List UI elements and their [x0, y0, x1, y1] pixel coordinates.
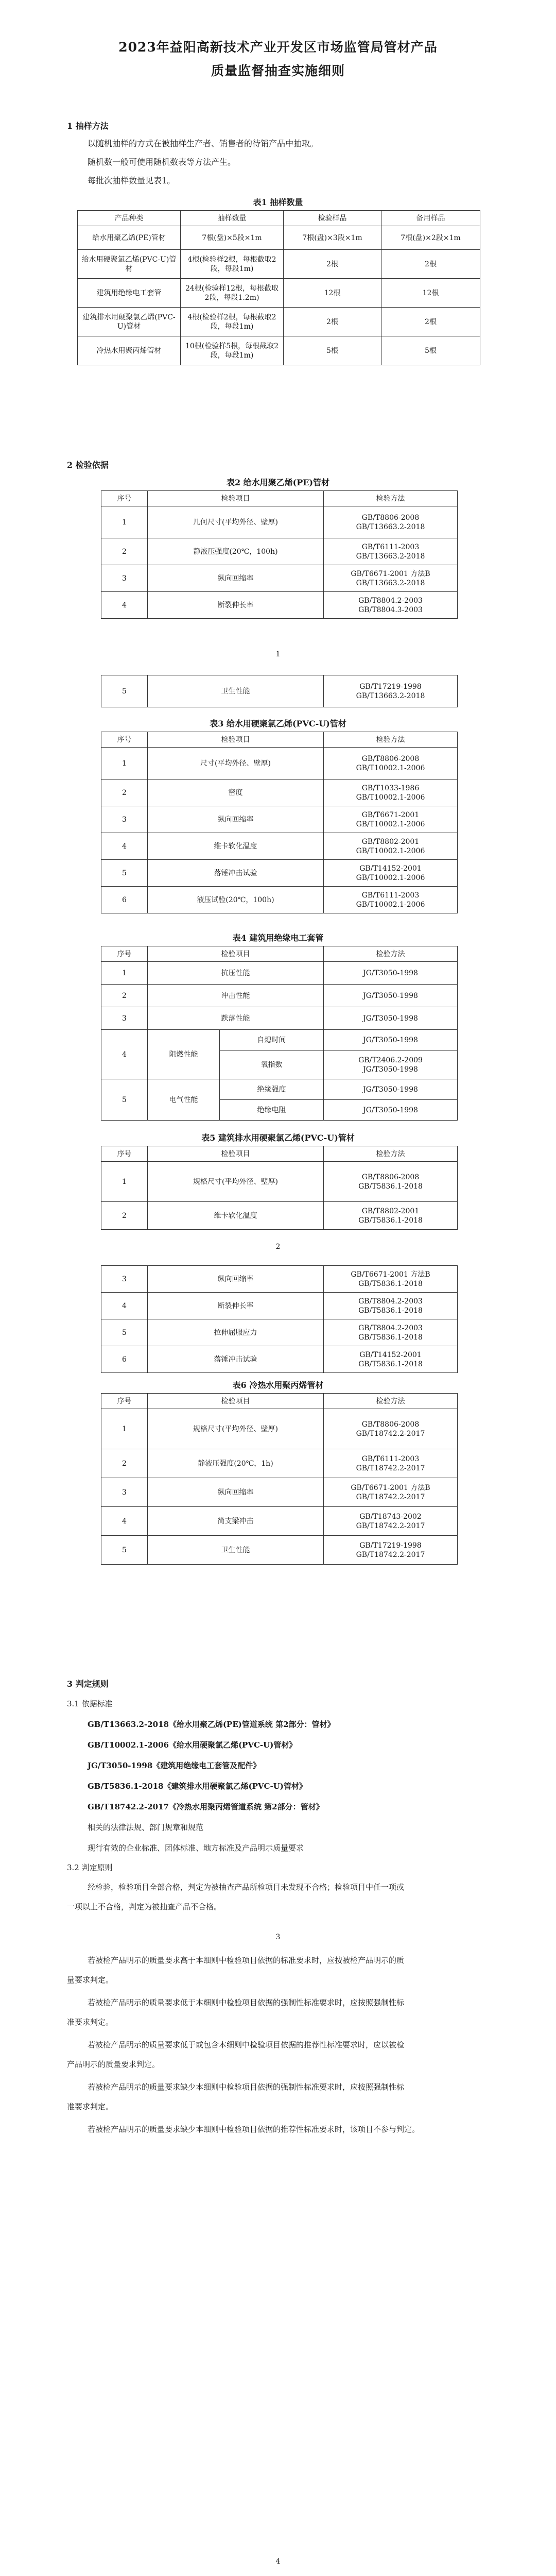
table-cell: 3 [101, 1266, 148, 1293]
table-cell: GB/T8806-2008 GB/T13663.2-2018 [324, 506, 458, 538]
table-cell: 1 [101, 962, 148, 985]
table-1-sampling [77, 210, 480, 365]
table-header-cell: 序号 [101, 946, 148, 962]
table-header-cell: 检验项目 [148, 491, 324, 506]
table-header-cell: 序号 [101, 1394, 148, 1409]
table-cell: 落锤冲击试验 [148, 860, 324, 887]
table-cell: GB/T2406.2-2009 JG/T3050-1998 [324, 1050, 458, 1079]
table-6-pp-pipe [101, 1393, 458, 1565]
rule-1-line-2: 量要求判定。 [67, 1975, 114, 1985]
table-cell: GB/T8806-2008 GB/T18742.2-2017 [324, 1409, 458, 1449]
table-header-cell: 抽样数量 [181, 211, 284, 226]
table-cell: JG/T3050-1998 [324, 1007, 458, 1030]
table-header-cell: 检验方法 [324, 491, 458, 506]
table-header-cell: 检验项目 [148, 1394, 324, 1409]
page-number-1: 1 [275, 650, 281, 658]
table-cell: GB/T6111-2003 GB/T13663.2-2018 [324, 538, 458, 565]
rule-5: 若被检产品明示的质量要求缺少本细则中检验项目依据的推荐性标准要求时，该项目不参与判定。 [88, 2125, 420, 2134]
table-cell: JG/T3050-1998 [324, 1100, 458, 1121]
standard-reference: GB/T5836.1-2018《建筑排水用硬聚氯乙烯(PVC-U)管材》 [88, 1782, 307, 1791]
table-cell: 12根 [284, 279, 381, 308]
table-cell: GB/T17219-1998 GB/T18742.2-2017 [324, 1536, 458, 1565]
table-header-cell: 检验项目 [148, 946, 324, 962]
table-cell: 维卡软化温度 [148, 833, 324, 860]
table-cell: 5 [101, 860, 148, 887]
table-cell: 4根(检验样2根，每根截取2段，每段1m) [181, 250, 284, 279]
table-cell: 氧指数 [220, 1050, 324, 1079]
table-5-drain-pipe [101, 1146, 458, 1230]
table-cell: GB/T8802-2001 GB/T5836.1-2018 [324, 1202, 458, 1230]
rule-1-line-1: 若被检产品明示的质量要求高于本细则中检验项目依据的标准要求时，应按被检产品明示的质 [88, 1956, 405, 1965]
table-cell: 2 [101, 779, 148, 806]
standard-reference: GB/T18742.2-2017《冷热水用聚丙烯管道系统 第2部分：管材》 [88, 1802, 324, 1811]
table-cell: GB/T8804.2-2003 GB/T5836.1-2018 [324, 1293, 458, 1319]
standard-reference: GB/T10002.1-2006《给水用硬聚氯乙烯(PVC-U)管材》 [88, 1740, 297, 1750]
table-header-cell: 检验方法 [324, 946, 458, 962]
table-cell: 3 [101, 565, 148, 592]
table-cell: 电气性能 [148, 1079, 220, 1121]
table-cell: 6 [101, 1346, 148, 1373]
table-cell: 5 [101, 675, 148, 707]
table-cell: JG/T3050-1998 [324, 985, 458, 1007]
table-cell: 落锤冲击试验 [148, 1346, 324, 1373]
table-cell: GB/T8802-2001 GB/T10002.1-2006 [324, 833, 458, 860]
table-cell: 24根(检验样12根，每根截取2段，每段1.2m) [181, 279, 284, 308]
section-2-heading: 2 检验依据 [67, 460, 109, 470]
sec3-paragraph-2: 现行有效的企业标准、团体标准、地方标准及产品明示质量要求 [88, 1843, 304, 1853]
rule-4-line-2: 准要求判定。 [67, 2102, 114, 2111]
table-cell: 1 [101, 506, 148, 538]
standard-reference: GB/T13663.2-2018《给水用聚乙烯(PE)管道系统 第2部分：管材》 [88, 1720, 335, 1729]
table-cell: 密度 [148, 779, 324, 806]
table-cell: 冲击性能 [148, 985, 324, 1007]
table-cell: 1 [101, 1409, 148, 1449]
sec3-paragraph-3-line-1: 经检验，检验项目全部合格，判定为被抽查产品所检项目未发现不合格；检验项目中任一项或 [88, 1883, 405, 1892]
table-cell: 规格尺寸(平均外径、壁厚) [148, 1409, 324, 1449]
table-cell: GB/T6671-2001 方法B GB/T18742.2-2017 [324, 1478, 458, 1507]
table-cell: 10根(检验样5根，每根截取2段，每段1m) [181, 336, 284, 365]
table-cell: GB/T8804.2-2003 GB/T5836.1-2018 [324, 1319, 458, 1346]
table-cell: JG/T3050-1998 [324, 962, 458, 985]
table-cell: 卫生性能 [148, 1536, 324, 1565]
table-cell: 静液压强度(20℃，100h) [148, 538, 324, 565]
table-cell: 冷热水用聚丙烯管材 [78, 336, 181, 365]
table-cell: 7根(盘)×2段×1m [381, 226, 480, 250]
table-cell: 绝缘电阻 [220, 1100, 324, 1121]
table-cell: 1 [101, 1162, 148, 1202]
table-cell: 阻燃性能 [148, 1030, 220, 1079]
table-cell: 纵向回缩率 [148, 565, 324, 592]
rule-2-line-2: 准要求判定。 [67, 2018, 114, 2027]
table-cell: GB/T6111-2003 GB/T10002.1-2006 [324, 887, 458, 913]
table-cell: 断裂伸长率 [148, 592, 324, 619]
table-cell: GB/T18743-2002 GB/T18742.2-2017 [324, 1507, 458, 1536]
table-cell: 1 [101, 748, 148, 779]
table-cell: 抗压性能 [148, 962, 324, 985]
rule-3-line-1: 若被检产品明示的质量要求低于或包含本细则中检验项目依据的推荐性标准要求时，应以被检 [88, 2040, 405, 2049]
table-cell: GB/T6671-2001 方法B GB/T13663.2-2018 [324, 565, 458, 592]
table-cell: 7根(盘)×3段×1m [284, 226, 381, 250]
table-cell: 4 [101, 1293, 148, 1319]
table-cell: GB/T1033-1986 GB/T10002.1-2006 [324, 779, 458, 806]
sec1-paragraph-1: 以随机抽样的方式在被抽样生产者、销售者的待销产品中抽取。 [88, 139, 319, 148]
table-cell: 几何尺寸(平均外径、壁厚) [148, 506, 324, 538]
table-cell: 卫生性能 [148, 675, 324, 707]
table-cell: JG/T3050-1998 [324, 1079, 458, 1100]
table-cell: GB/T8806-2008 GB/T10002.1-2006 [324, 748, 458, 779]
table-cell: 静液压强度(20℃，1h) [148, 1449, 324, 1478]
sec3-paragraph-3-line-2: 一项以上不合格，判定为被抽查产品不合格。 [67, 1902, 222, 1911]
rule-3-line-2: 产品明示的质量要求判定。 [67, 2060, 160, 2069]
page-number-4: 4 [275, 2557, 281, 2566]
table-cell: 12根 [381, 279, 480, 308]
table-cell: 5根 [381, 336, 480, 365]
table-4-caption: 表4 建筑用绝缘电工套管 [232, 933, 324, 943]
table-cell: 尺寸(平均外径、壁厚) [148, 748, 324, 779]
table-cell: 6 [101, 887, 148, 913]
table-cell: GB/T8804.2-2003 GB/T8804.3-2003 [324, 592, 458, 619]
table-header-cell: 检验方法 [324, 1146, 458, 1162]
table-cell: GB/T14152-2001 GB/T5836.1-2018 [324, 1346, 458, 1373]
table-cell: 5 [101, 1536, 148, 1565]
table-cell: 5 [101, 1319, 148, 1346]
table-cell: 维卡软化温度 [148, 1202, 324, 1230]
table-cell: 纵向回缩率 [148, 1478, 324, 1507]
table-cell: 3 [101, 1007, 148, 1030]
sec3-sub-heading-1: 3.1 依据标准 [67, 1699, 113, 1708]
sec3-paragraph-1: 相关的法律法规、部门规章和规范 [88, 1823, 204, 1832]
table-cell: 2根 [381, 250, 480, 279]
table-header-cell: 检验项目 [148, 1146, 324, 1162]
table-cell: 建筑排水用硬聚氯乙烯(PVC-U)管材 [78, 308, 181, 336]
table-cell: 5 [101, 1079, 148, 1121]
table-cell: 绝缘强度 [220, 1079, 324, 1100]
table-cell: 2根 [284, 250, 381, 279]
standard-reference: JG/T3050-1998《建筑用绝缘电工套管及配件》 [88, 1761, 261, 1770]
table-cell: 简支梁冲击 [148, 1507, 324, 1536]
table-cell: 纵向回缩率 [148, 1266, 324, 1293]
table-cell: 2 [101, 985, 148, 1007]
table-cell: GB/T6671-2001 方法B GB/T5836.1-2018 [324, 1266, 458, 1293]
table-header-cell: 产品种类 [78, 211, 181, 226]
table-2-pe-pipe [101, 490, 458, 619]
table-cell: 拉伸屈服应力 [148, 1319, 324, 1346]
table-cell: 规格尺寸(平均外径、壁厚) [148, 1162, 324, 1202]
table-cell: 断裂伸长率 [148, 1293, 324, 1319]
table-3-pvcu-pipe [101, 732, 458, 913]
table-cell: 4根(检验样2根，每根截取2段，每段1m) [181, 308, 284, 336]
table-header-cell: 序号 [101, 491, 148, 506]
table-header-cell: 序号 [101, 732, 148, 748]
table-header-cell: 序号 [101, 1146, 148, 1162]
rule-2-line-1: 若被检产品明示的质量要求低于本细则中检验项目依据的强制性标准要求时，应按照强制性标 [88, 1998, 405, 2007]
document-title-line-2: 质量监督抽查实施细则 [211, 63, 345, 78]
table-cell: 3 [101, 1478, 148, 1507]
table-3-caption: 表3 给水用硬聚氯乙烯(PVC-U)管材 [210, 719, 346, 728]
document-title-line-1: 2023年益阳高新技术产业开发区市场监管局管材产品 [118, 40, 438, 55]
table-cell: 4 [101, 833, 148, 860]
table-cell: 2 [101, 1202, 148, 1230]
table-cell: GB/T17219-1998 GB/T13663.2-2018 [324, 675, 458, 707]
table-cell: 2根 [381, 308, 480, 336]
table-cell: 3 [101, 806, 148, 833]
table-2-caption: 表2 给水用聚乙烯(PE)管材 [226, 478, 330, 487]
section-3-heading: 3 判定规则 [67, 1679, 109, 1689]
table-cell: 纵向回缩率 [148, 806, 324, 833]
table-cell: 跌落性能 [148, 1007, 324, 1030]
rule-4-line-1: 若被检产品明示的质量要求缺少本细则中检验项目依据的强制性标准要求时，应按照强制性标 [88, 2082, 405, 2092]
section-1-heading: 1 抽样方法 [67, 121, 109, 131]
table-header-cell: 检验方法 [324, 732, 458, 748]
table-header-cell: 备用样品 [381, 211, 480, 226]
table-cell: GB/T6671-2001 GB/T10002.1-2006 [324, 806, 458, 833]
table-cell: 给水用硬聚氯乙烯(PVC-U)管材 [78, 250, 181, 279]
page-number-2: 2 [275, 1243, 281, 1251]
table-2-continued [101, 675, 458, 707]
table-cell: 建筑用绝缘电工套管 [78, 279, 181, 308]
table-5-continued [101, 1265, 458, 1373]
table-header-cell: 检验方法 [324, 1394, 458, 1409]
table-cell: 4 [101, 592, 148, 619]
table-cell: JG/T3050-1998 [324, 1030, 458, 1050]
table-cell: GB/T6111-2003 GB/T18742.2-2017 [324, 1449, 458, 1478]
table-5-caption: 表5 建筑排水用硬聚氯乙烯(PVC-U)管材 [201, 1133, 355, 1143]
table-cell: 2 [101, 538, 148, 565]
sec1-paragraph-2: 随机数一般可使用随机数表等方法产生。 [88, 157, 236, 167]
table-cell: 2 [101, 1449, 148, 1478]
table-cell: GB/T8806-2008 GB/T5836.1-2018 [324, 1162, 458, 1202]
table-4-conduit [101, 946, 458, 1121]
table-6-caption: 表6 冷热水用聚丙烯管材 [232, 1380, 324, 1390]
table-cell: 5根 [284, 336, 381, 365]
sec1-paragraph-3: 每批次抽样数量见表1。 [88, 176, 176, 185]
sec3-sub-heading-2: 3.2 判定原则 [67, 1863, 113, 1872]
table-cell: 2根 [284, 308, 381, 336]
table-header-cell: 检验项目 [148, 732, 324, 748]
table-cell: GB/T14152-2001 GB/T10002.1-2006 [324, 860, 458, 887]
table-cell: 液压试验(20℃，100h) [148, 887, 324, 913]
page-number-3: 3 [275, 1933, 281, 1941]
table-cell: 自熄时间 [220, 1030, 324, 1050]
table-cell: 给水用聚乙烯(PE)管材 [78, 226, 181, 250]
table-cell: 4 [101, 1507, 148, 1536]
table-cell: 4 [101, 1030, 148, 1079]
table-cell: 7根(盘)×5段×1m [181, 226, 284, 250]
table-1-caption: 表1 抽样数量 [253, 197, 303, 207]
table-header-cell: 检验样品 [284, 211, 381, 226]
